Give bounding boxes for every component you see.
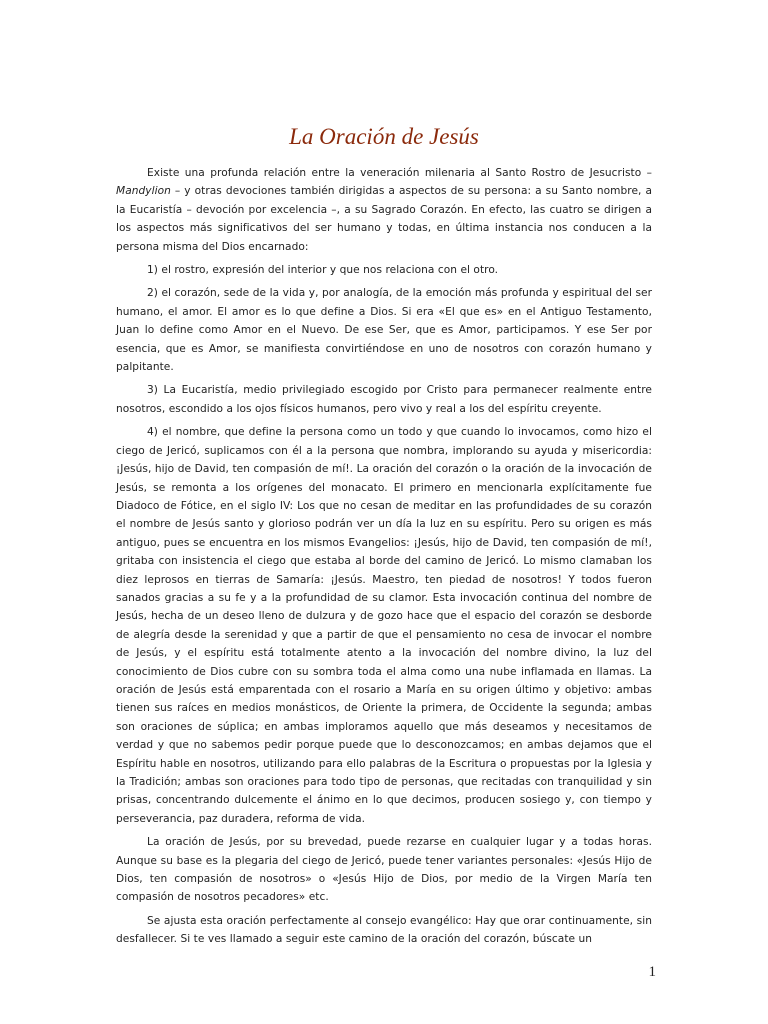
- page-number: 1: [648, 964, 656, 980]
- document-body: [116, 164, 652, 954]
- paragraph-corazon: 2) el corazón, sede de la vida y, por analogía, de la emoción más profunda y espiritual del ser humano, el amor. El amor es lo que define a Dios. Si era «El que es» en el Antiguo Testamento, Juan lo define como Amor en el Nuevo. De ese Ser, que es Amor, participamos. Y ese Ser por esencia, que es Amor, se manifiesta convirtiéndose en uno de nosotros con corazón humano y palpitante.: [116, 287, 652, 374]
- paragraph-intro-italic: Mandylion: [116, 185, 171, 198]
- paragraph-intro-text-1: Existe una profunda relación entre la veneración milenaria al Santo Rostro de Jesucristo –: [147, 167, 652, 179]
- paragraph-intro-text-2: – y otras devociones también dirigidas a aspectos de su persona: a su Santo nombre, a la Eucaristía – devoción por excelencia –, a su Sagrado Corazón. En efecto, las cuatro se dirigen a los aspectos más significativos del ser humano y todas, en última instancia nos conducen a la persona misma del Dios encarnado:: [116, 185, 652, 253]
- paragraph-brevedad: La oración de Jesús, por su brevedad, puede rezarse en cualquier lugar y a todas horas. Aunque su base es la plegaria del ciego de Jericó, puede tener variantes personales: «Jesús Hijo de Dios, ten compasión de nosotros» o «Jesús Hijo de Dios, por medio de la Virgen María ten compasión de nosotros pecadores» etc.: [116, 836, 652, 904]
- paragraph-rostro: 1) el rostro, expresión del interior y que nos relaciona con el otro.: [147, 264, 499, 277]
- paragraph-nombre: 4) el nombre, que define la persona como un todo y que cuando lo invocamos, como hizo el ciego de Jericó, suplicamos con él a la persona que nombra, implorando su ayuda y misericordia: ¡Jesús, hijo de David, ten compasión de mí!. La oración del corazón o la oración de la invocación de Jesús, se remonta a los orígenes del monacato. El primero en mencionarla explícitamente fue Diadoco de Fótice, en el siglo IV: Los que no cesan de meditar en las profundidades de su corazón el nombre de Jesús santo y glorioso podrán ver un día la luz en su espíritu. Pero su origen es más antiguo, pues se encuentra en los mismos Evangelios: ¡Jesús, hijo de David, ten compasión de mí!, gritaba con insistencia el ciego que estaba al borde del camino de Jericó. Lo mismo clamaban los diez leprosos en tierras de Samaría: ¡Jesús. Maestro, ten piedad de nosotros! Y todos fueron sanados gracias a su fe y a la profundidad de su clamor. Esta invocación continua del nombre de Jesús, hecha de un deseo lleno de dulzura y de gozo hace que el espacio del corazón se desborde de alegría desde la serenidad y que a partir de que el pensamiento no cesa de invocar el nombre de Jesús, y el espíritu está totalmente atento a la invocación del nombre divino, la luz del conocimiento de Dios cubre con su sombra toda el alma como una nube inflamada en llamas. La oración de Jesús está emparentada con el rosario a María en su origen último y objetivo: ambas tienen sus raíces en medios monásticos, de Oriente la primera, de Occidente la segunda; ambas son oraciones de súplica; en ambas imploramos aquello que más deseamos y necesitamos de verdad y que no sabemos pedir porque puede que lo desconozcamos; en ambas dejamos que el Espíritu hable en nosotros, utilizando para ello palabras de la Escritura o propuestas por la Iglesia y la Tradición; ambas son oraciones para todo tipo de personas, que recitadas con tranquilidad y sin prisas, concentrando dulcemente el ánimo en lo que decimos, producen sosiego y, con tiempo y perseverancia, paz duradera, reforma de vida.: [116, 426, 652, 825]
- paragraph-eucaristia: 3) La Eucaristía, medio privilegiado escogido por Cristo para permanecer realmente entre nosotros, escondido a los ojos físicos humanos, pero vivo y real a los del espíritu creyente.: [116, 384, 652, 415]
- paragraph-consejo: Se ajusta esta oración perfectamente al consejo evangélico: Hay que orar continuamente, sin desfallecer. Si te ves llamado a seguir este camino de la oración del corazón, búscate un: [116, 914, 652, 946]
- page-title: La Oración de Jesús: [289, 124, 479, 149]
- paragraph-intro: [116, 164, 652, 256]
